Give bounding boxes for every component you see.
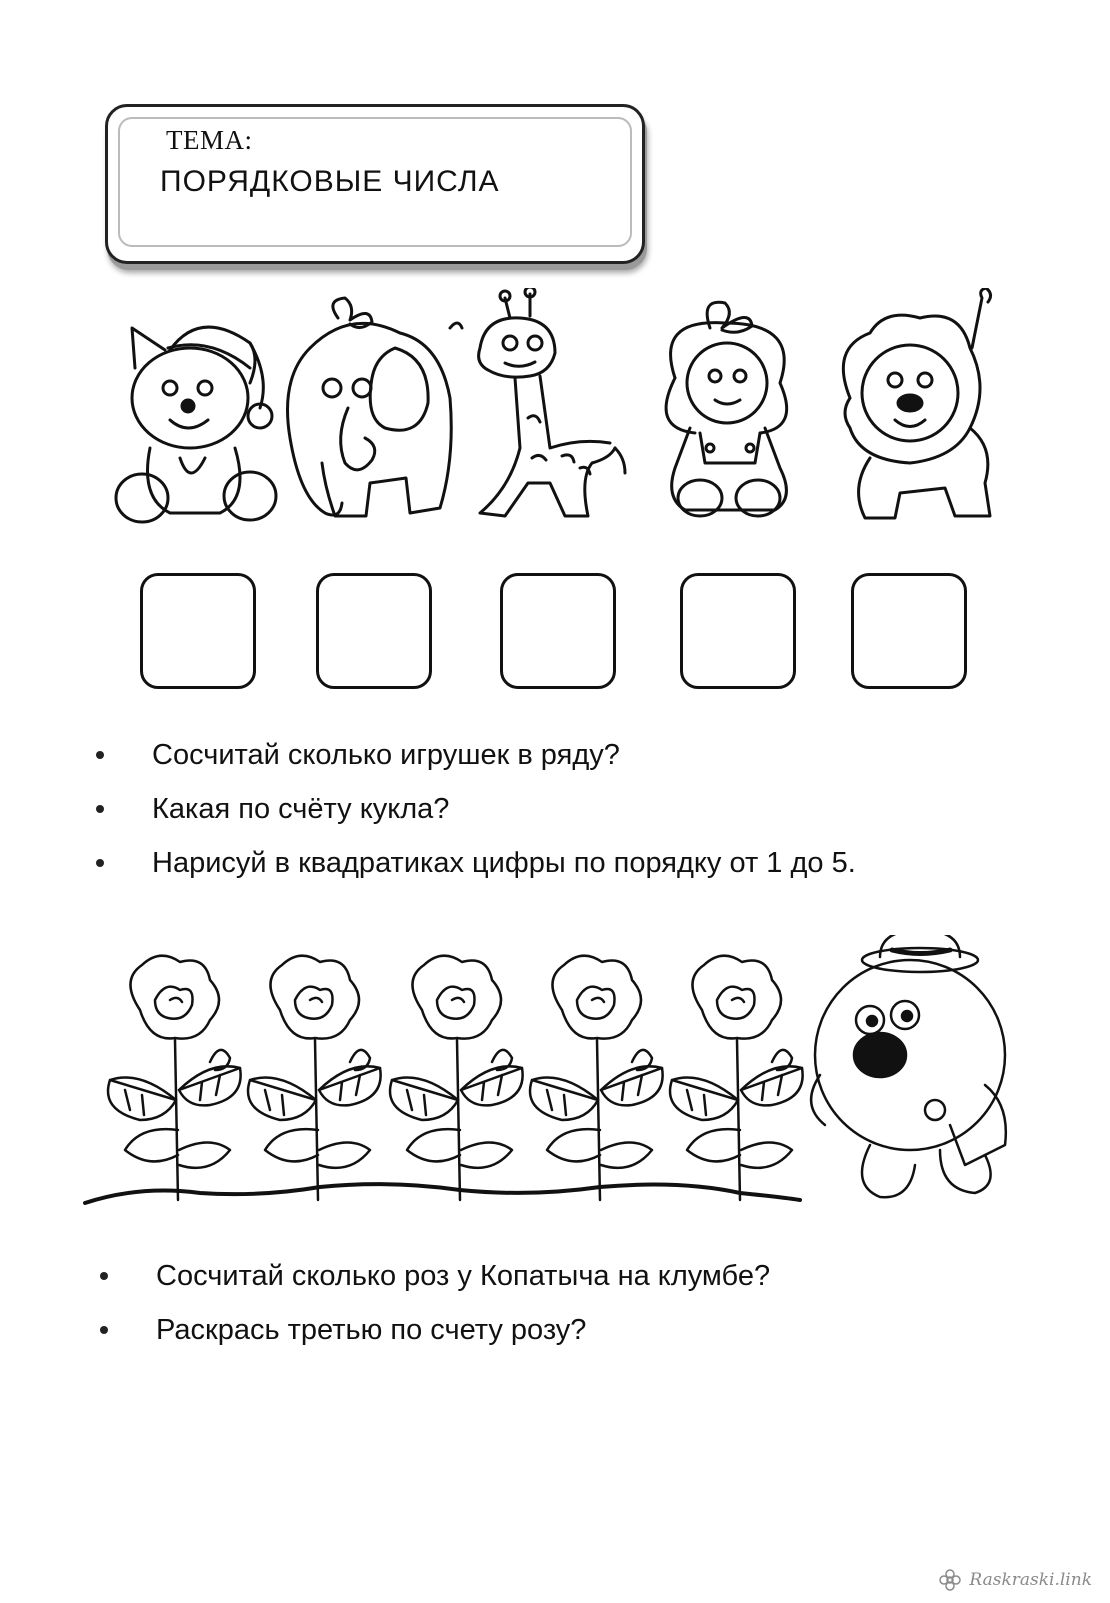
roses-questions-list (156, 1256, 770, 1364)
topic-title: ПОРЯДКОВЫЕ ЧИСЛА (160, 165, 500, 198)
list-item: Нарисуй в квадратиках цифры по порядку от 1 до 5. (152, 843, 856, 883)
bullet-icon (96, 805, 104, 813)
rose-5-icon (670, 956, 803, 1200)
rose-2-icon (248, 956, 381, 1200)
answer-box-2[interactable] (316, 573, 432, 689)
rose-4-icon (530, 956, 663, 1200)
doll-toy-icon (666, 302, 787, 516)
toys-row (110, 288, 1000, 548)
answer-box-3[interactable] (500, 573, 616, 689)
rose-1-icon (108, 956, 241, 1200)
list-item: Какая по счёту кукла? (152, 789, 856, 829)
kopatych-character-icon (811, 935, 1006, 1197)
list-item: Сосчитай сколько роз у Копатыча на клумбе? (156, 1256, 770, 1296)
rose-3-icon (390, 956, 523, 1200)
elephant-toy-icon (288, 298, 463, 516)
cat-toy-icon (116, 327, 276, 522)
list-item: Раскрась третью по счету розу? (156, 1310, 770, 1350)
bullet-icon (96, 859, 104, 867)
flower-logo-icon (937, 1569, 963, 1591)
ground-line (85, 1184, 800, 1203)
list-item: Сосчитай сколько игрушек в ряду? (152, 735, 856, 775)
watermark (937, 1569, 1092, 1591)
watermark-text: Raskraski.link (969, 1570, 1092, 1590)
topic-frame (105, 104, 645, 264)
bullet-icon (100, 1326, 108, 1334)
topic-label: ТЕМА: (166, 125, 253, 155)
bullet-icon (96, 751, 104, 759)
answer-box-4[interactable] (680, 573, 796, 689)
bullet-icon (100, 1272, 108, 1280)
lion-toy-icon (843, 288, 990, 518)
answer-box-1[interactable] (140, 573, 256, 689)
toys-questions-list (152, 735, 856, 897)
roses-flowerbed (80, 935, 1040, 1215)
giraffe-toy-icon (479, 288, 625, 516)
answer-box-5[interactable] (851, 573, 967, 689)
